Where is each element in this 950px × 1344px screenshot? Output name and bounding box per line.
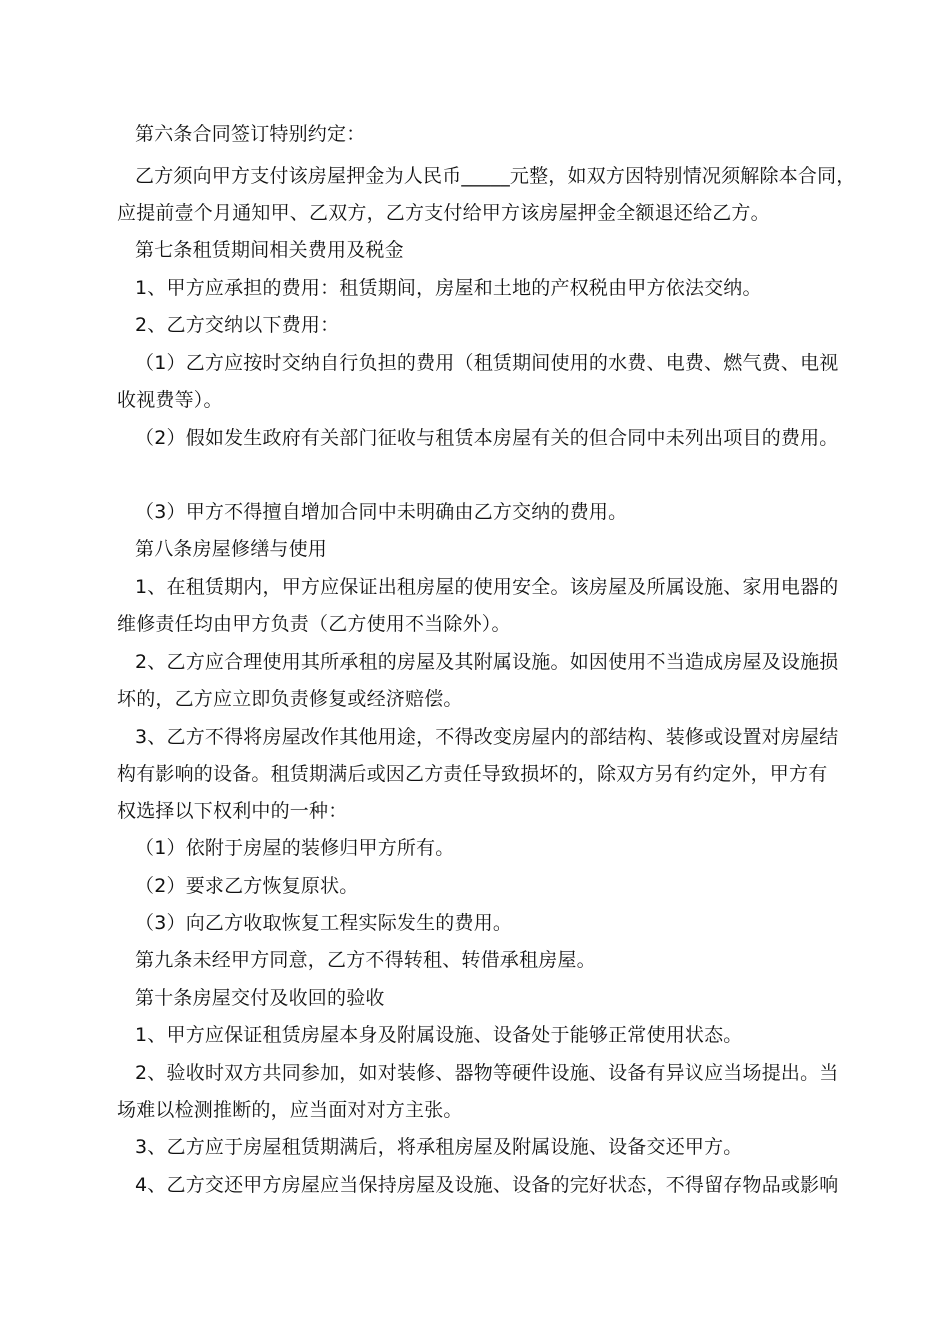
section-8-subitem-1: （1）依附于房屋的装修归甲方所有。 bbox=[135, 837, 455, 859]
section-6-heading: 第六条合同签订特别约定： bbox=[135, 123, 366, 145]
section-10-item-2-line-1: 2、验收时双方共同参加，如对装修、器物等硬件设施、设备有异议应当场提出。当 bbox=[135, 1062, 839, 1084]
section-8-subitem-3: （3）向乙方收取恢复工程实际发生的费用。 bbox=[135, 912, 513, 934]
section-10-item-3: 3、乙方应于房屋租赁期满后，将承租房屋及附属设施、设备交还甲方。 bbox=[135, 1136, 743, 1158]
section-8-heading: 第八条房屋修缮与使用 bbox=[135, 538, 328, 560]
section-10-heading: 第十条房屋交付及收回的验收 bbox=[135, 987, 385, 1009]
section-7-item-1: 1、甲方应承担的费用：租赁期间，房屋和土地的产权税由甲方依法交纳。 bbox=[135, 277, 762, 299]
section-8-item-1-line-2: 维修责任均由甲方负责（乙方使用不当除外）。 bbox=[117, 613, 511, 635]
section-7-subitem-1-line-2: 收视费等）。 bbox=[117, 389, 223, 411]
section-6-text-line-1: 乙方须向甲方支付该房屋押金为人民币_____元整，如双方因特别情况须解除本合同， bbox=[135, 165, 856, 187]
section-8-item-3-line-2: 构有影响的设备。租赁期满后或因乙方责任导致损坏的，除双方另有约定外，甲方有 bbox=[117, 763, 828, 785]
section-7-subitem-1-line-1: （1）乙方应按时交纳自行负担的费用（租赁期间使用的水费、电费、燃气费、电视 bbox=[135, 352, 839, 374]
section-9-heading: 第九条未经甲方同意，乙方不得转租、转借承租房屋。 bbox=[135, 949, 596, 971]
section-8-item-3-line-1: 3、乙方不得将房屋改作其他用途，不得改变房屋内的部结构、装修或设置对房屋结 bbox=[135, 726, 839, 748]
section-8-item-3-line-3: 权选择以下权利中的一种： bbox=[117, 800, 348, 822]
section-7-subitem-3: （3）甲方不得擅自增加合同中未明确由乙方交纳的费用。 bbox=[135, 501, 628, 523]
section-10-item-1: 1、甲方应保证租赁房屋本身及附属设施、设备处于能够正常使用状态。 bbox=[135, 1024, 743, 1046]
section-8-subitem-2: （2）要求乙方恢复原状。 bbox=[135, 875, 359, 897]
section-10-item-4-line-1: 4、乙方交还甲方房屋应当保持房屋及设施、设备的完好状态，不得留存物品或影响 bbox=[135, 1174, 839, 1196]
section-10-item-2-line-2: 场难以检测推断的，应当面对对方主张。 bbox=[117, 1099, 463, 1121]
section-8-item-1-line-1: 1、在租赁期内，甲方应保证出租房屋的使用安全。该房屋及所属设施、家用电器的 bbox=[135, 576, 839, 598]
section-6-text-line-2: 应提前壹个月通知甲、乙双方，乙方支付给甲方该房屋押金全额退还给乙方。 bbox=[117, 202, 770, 224]
section-7-subitem-2: （2）假如发生政府有关部门征收与租赁本房屋有关的但合同中未列出项目的费用。 bbox=[135, 427, 839, 449]
section-8-item-2-line-2: 坏的，乙方应立即负责修复或经济赔偿。 bbox=[117, 688, 463, 710]
section-7-item-2: 2、乙方交纳以下费用： bbox=[135, 314, 340, 336]
section-8-item-2-line-1: 2、乙方应合理使用其所承租的房屋及其附属设施。如因使用不当造成房屋及设施损 bbox=[135, 651, 839, 673]
section-7-heading: 第七条租赁期间相关费用及税金 bbox=[135, 239, 404, 261]
